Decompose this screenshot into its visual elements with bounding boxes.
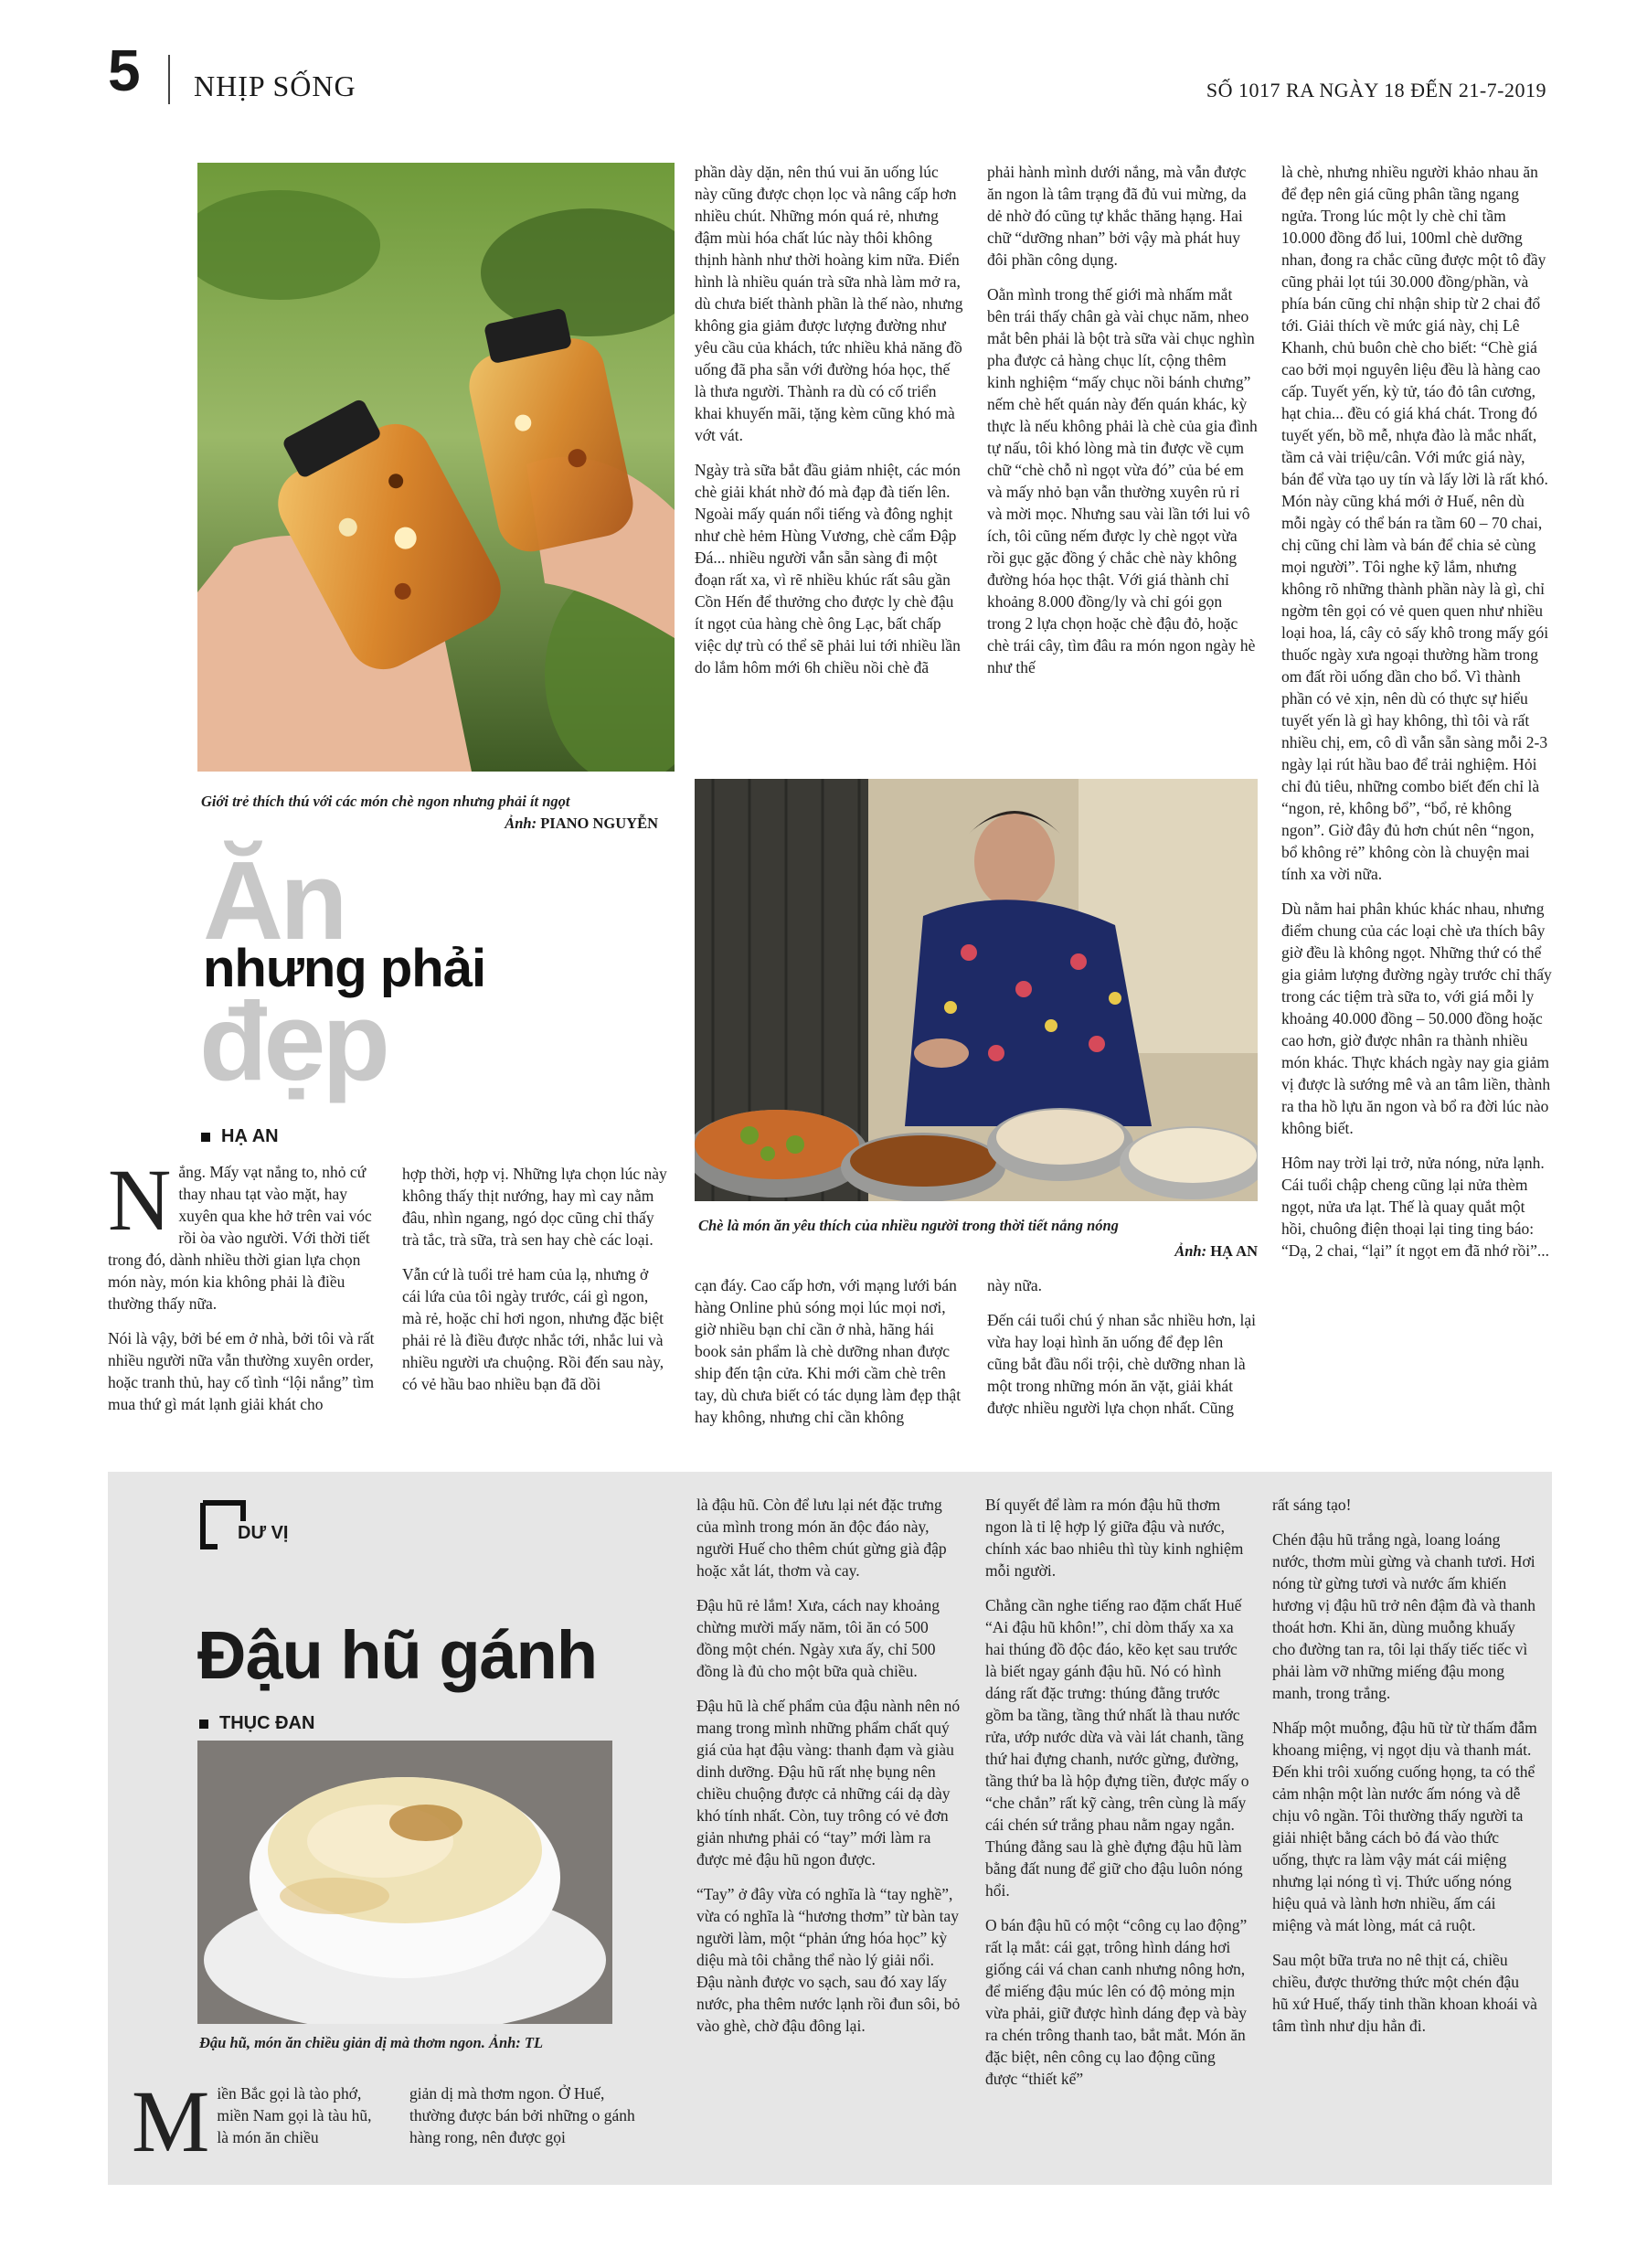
- article2-col4: [985, 1494, 1250, 2103]
- article2-col3-p4: “Tay” ở đây vừa có nghĩa là “tay nghề”, vừa có nghĩa là “hương thơm” từ bàn tay người làm, một “phản ứng hóa học” kỳ diệu mà tôi chẳng thể nào lý giải nổi. Đậu nành được vo sạch, sau đó xay lấy nước, pha thêm nước lạnh rồi đun sôi, bỏ vào ghè, chờ đậu đông lại.: [696, 1885, 961, 2035]
- article2-col3: [696, 1494, 962, 2050]
- article2-col1-lead: iền Bắc gọi là tào phớ, miền Nam gọi là tàu hũ, là món ăn chiều: [217, 2084, 372, 2146]
- article1-dropcap: N: [108, 1151, 172, 1249]
- article2-dropcap: M: [132, 2072, 210, 2170]
- photo-che-jars: [197, 163, 675, 772]
- article2-author-name: THỤC ĐAN: [219, 1713, 315, 1733]
- author-bullet: [201, 1133, 210, 1142]
- photo1-caption: Giới trẻ thích thú với các món chè ngon nhưng phải ít ngọt: [201, 793, 570, 810]
- photo1-credit-label: Ảnh:: [505, 815, 537, 832]
- article1-col3-bottom-p1: cạn đáy. Cao cấp hơn, với mạng lưới bán hàng Online phủ sóng mọi lúc mọi nơi, giờ nhiều bạn chỉ cần ở nhà, hãng hái book sản phẩm là chè dưỡng nhan được ship đến tận cửa. Khi mới cầm chè trên tay, dù chưa biết có tác dụng làm đẹp thật hay không, nhưng chỉ cần không: [695, 1276, 962, 1426]
- article2-col3-p3: Đậu hũ là chế phẩm của đậu nành nên nó mang trong mình những phẩm chất quý giá của hạt đậu vàng: thanh đạm và giàu dinh dưỡng. Đậu hũ rất nhẹ bụng nên chiều chuộng được cả những cái dạ dày khó tính nhất. Còn, tuy trông có vẻ đơn giản nhưng phải có “tay” mới làm ra được mẻ đậu hũ ngon được.: [696, 1697, 961, 1869]
- photo2-caption: Chè là món ăn yêu thích của nhiều người trong thời tiết nắng nóng: [698, 1217, 1119, 1234]
- article1-col5-p1: là chè, nhưng nhiều người khảo nhau ăn để đẹp nên giá cũng phân tầng ngang ngửa. Trong lúc một ly chè chỉ tầm 10.000 đồng đổ lui, 100ml chè dưỡng nhan, đong ra chắc cũng được một tô đầy cũng phải lọt túi 30.000 đồng/phần, và phía bán cũng chỉ nhận ship từ 2 chai đổ tới. Giải thích về mức giá này, chị Lê Khanh, chủ buôn chè cho biết: “Chè giá cao bởi mọi nguyên liệu đều là hàng cao cấp. Tuyết yến, kỳ tử, táo đỏ tân cương, hạt chia... đều có giá khá chát. Trong đó tuyết yến, bồ mễ, nhựa đào là mắc nhất, tầm cả vài triệu/cân. Với mức giá này, bán để vừa tạo uy tín và lấy lời là rất khó. Món này cũng khá mới ở Huế, nên dù mỗi ngày có thể bán ra tầm 60 – 70 chai, chị cũng chỉ làm và bán để chia sẻ cùng mọi người”. Tôi nghe kỹ lắm, nhưng không rõ những thành phần này là gì, chỉ ngờm tên gọi có vẻ quen quen như nhiều loại hoa, lá, cây cỏ sấy khô trong mấy gói thuốc ngày xưa ngoại thường hầm trong om đất rồi uống dần cho bổ. Vì thành phần có vẻ xịn, nên dù có thực sự hiểu tuyết yến là gì hay không, thì tôi và rất nhiều chị, em, cô dì vẫn sẵn sàng mỗi 2-3 ngày lại rút hầu bao để trải nghiệm. Hỏi chỉ đủ tiêu, những combo biết đến chỉ là “ngon, rẻ, không bổ”, “bổ, rẻ không ngon”. Giờ đây đủ hơn chút nên “ngon, bổ không rẻ” không còn là chuyện mai tính xa vời nữa.: [1281, 163, 1549, 883]
- article2-photo-caption: Đậu hũ, món ăn chiều giản dị mà thơm ngon. Ảnh: TL: [199, 2034, 544, 2051]
- header-divider: [168, 55, 170, 104]
- article1-col3-top-p2: Ngày trà sữa bắt đầu giảm nhiệt, các món chè giải khát nhờ đó mà đạp đà tiến lên. Ngoài mấy quán nổi tiếng và đông nghịt như chè hẻm Hùng Vương, chè cẩm Đập Đá... nhiều người vẫn sẵn sàng đi một đoạn rất xa, vì rẽ nhiều khúc rất sâu gần Cồn Hến để thưởng cho được ly chè đậu ít ngọt của hàng chè ông Lạc, bất chấp việc dự trù có thể sẽ phải lui tới nhiều lần do lắm hôm mới 6h chiều nồi chè đã: [695, 461, 961, 676]
- article1-col4-top-p1: phải hành mình dưới nắng, mà vẫn được ăn ngon là tâm trạng đã đủ vui mừng, da dẻ nhờ đó cũng tự khắc thăng hạng. Hai chữ “dưỡng nhan” bởi vậy mà phát huy đôi phần công dụng.: [987, 163, 1247, 269]
- article2-col3-p2: Đậu hũ rẻ lắm! Xưa, cách nay khoảng chừng mười mấy năm, tôi ăn có 500 đồng một chén. Ngày xưa ấy, chỉ 500 đồng là đủ cho một bữa quà chiều.: [696, 1596, 940, 1680]
- article1-col3-top-p1: phần dày dặn, nên thú vui ăn uống lúc này cũng được chọn lọc và nâng cấp hơn nhiều chút. Những món quá rẻ, nhưng đậm mùi hóa chất lúc này thôi không thịnh hành như thời hoàng kim nữa. Điển hình là nhiều quán trà sữa nhà làm mở ra, dù chưa biết thành phần là thế nào, nhưng không gia giảm được lượng đường như yêu cầu của khách, tức nhiều khả năng đồ uống đã pha sẵn với đường hóa học, thế là thưa người. Thành ra dù có cố triển khai khuyến mãi, tặng kèm cũng khó mà vớt vát.: [695, 163, 963, 444]
- article1-title-line1: Ăn: [203, 838, 345, 963]
- article1-col4-bottom-p2: Đến cái tuổi chú ý nhan sắc nhiều hơn, lại vừa hay loại hình ăn uống để đẹp lên cũng bắt đầu nổi trội, chè dưỡng nhan là một trong những món ăn vặt, giải khát được nhiều người lựa chọn nhất. Cũng: [987, 1311, 1257, 1417]
- photo-che-vendor: [695, 779, 1258, 1201]
- article1-col5: [1281, 161, 1552, 1274]
- article1-col2-p1: hợp thời, hợp vị. Những lựa chọn lúc này không thấy thịt nướng, hay mì cay nằm đâu, nhìn ngang, ngó dọc cũng chỉ thấy trà tắc, trà sữa, trà sen hay chè các loại.: [402, 1165, 667, 1249]
- section-title: NHỊP SỐNG: [194, 69, 356, 102]
- article1-col4-top-p2: Oằn mình trong thế giới mà nhấm mắt bên trái thấy chân gà vài chục năm, nheo mắt bên phải là bột trà sữa vài chục nghìn pha được cả hàng chục lít, cộng thêm kinh nghiệm “mấy chục nồi bánh chưng” nếm chè hết quán này đến quán khác, kỳ thực là nếu không phải là chè của gia đình tự nấu, tôi khó lòng mà tin được về cụm chữ “chè chỗ nì ngọt vừa đó” của bé em và mấy nhỏ bạn vẫn thường xuyên rủ rỉ và mời mọc. Nhưng sau vài lần tới lui vô ích, tôi cũng nếm được ly chè ngọt vừa rồi gục gặc đồng ý chắc chè này không đường hóa học thật. Với giá thành chỉ khoảng 8.000 đồng/ly và chỉ gói gọn trong 2 lựa chọn hoặc chè đậu đỏ, hoặc chè trái cây, tìm đâu ra món ngon ngày hè như thế: [987, 285, 1258, 676]
- article1-title-line3: đẹp: [199, 979, 387, 1103]
- issue-date: SỐ 1017 RA NGÀY 18 ĐẾN 21-7-2019: [1206, 79, 1546, 101]
- article2-tag-label: DƯ VỊ: [238, 1523, 289, 1543]
- photo-dau-hu: [197, 1741, 612, 2024]
- article1-author: [201, 1126, 279, 1147]
- article2-col5-p2: Chén đậu hũ trắng ngà, loang loáng nước, thơm mùi gừng và chanh tươi. Hơi nóng từ gừng tươi và nước ấm khiến hương vị đậu hũ trở nên đậm đà và thanh thoát hơn. Khi ăn, dùng muỗng khuấy cho đường tan ra, tôi lại thấy tiếc tiếc vì phải làm vỡ những miếng đậu mong manh, trong trắng.: [1272, 1530, 1535, 1702]
- article1-col1-lead: ắng. Mấy vạt nắng to, nhỏ cứ thay nhau tạt vào mặt, hay xuyên qua khe hở trên vai vóc rồi òa vào người. Với thời tiết trong đó, dành nhiều thời gian lựa chọn món này, món kia không phải là điều thường thấy nữa.: [108, 1163, 372, 1313]
- article2-title: Đậu hũ gánh: [197, 1617, 598, 1693]
- photo2-credit-name: HẠ AN: [1210, 1242, 1258, 1260]
- article1-col2: [402, 1163, 667, 1408]
- article2-col2: [409, 2082, 651, 2161]
- article2-col5-p4: Sau một bữa trưa no nê thịt cá, chiều chiều, được thưởng thức một chén đậu hũ xứ Huế, thấy tinh thần khoan khoái và tâm tình như dịu hẳn đi.: [1272, 1951, 1537, 2035]
- article2-col1: [132, 2072, 380, 2170]
- article2-col3-p1: là đậu hũ. Còn để lưu lại nét đặc trưng của mình trong món ăn độc đáo này, người Huế cho thêm chút gừng già đập hoặc xắt lát, thơm và cay.: [696, 1496, 947, 1580]
- article1-col3-bottom: [695, 1274, 965, 1441]
- article1-col4-bottom-p1: này nữa.: [987, 1276, 1043, 1294]
- article1-col1-p2: Nói là vậy, bởi bé em ở nhà, bởi tôi và rất nhiều người nữa vẫn thường xuyên order, hoặc tranh thủ, hay cố tình “lội nắng” tìm mua thứ gì mát lạnh giải khát cho: [108, 1329, 375, 1413]
- article1-col3-top: [695, 161, 965, 691]
- article2-col5-p1: rất sáng tạo!: [1272, 1496, 1352, 1514]
- article1-col5-p3: Hôm nay trời lại trở, nửa nóng, nửa lạnh. Cái tuổi chập cheng cũng lại nửa thèm ngọt, nửa ưa lạt. Thế là quay quắt một hồi, chuông điện thoại lại ting ting báo: “Dạ, 2 chai, “lại” ít ngọt em đã nhớ rồi”...: [1281, 1154, 1550, 1260]
- photo2-credit-label: Ảnh:: [1174, 1242, 1207, 1260]
- article1-col4-bottom: [987, 1274, 1258, 1432]
- photo1-credit-name: PIANO NGUYỄN: [540, 815, 658, 832]
- photo1-credit: [347, 814, 658, 834]
- article2-col4-p3: O bán đậu hũ có một “công cụ lao động” rất lạ mắt: cái gạt, trông hình dáng hơi giống cái vá chan canh nhưng nông hơn, để miếng đậu múc lên có độ mỏng mịn vừa phải, giữ được hình dáng đẹp và bày ra chén trông thanh tao, bắt mắt. Món ăn đặc biệt, nên công cụ lao động cũng được “thiết kế”: [985, 1916, 1248, 2088]
- article1-col2-p2: Vẫn cứ là tuổi trẻ ham của lạ, nhưng ở cái lứa của tôi ngày trước, cái gì ngon, mà rẻ, hoặc chỉ hơi ngon, nhưng đặc biệt phải rẻ là điều được nhắc tới, nhắc lui và nhiều người ưa chuộng. Rồi đến sau này, có vẻ hầu bao nhiều bạn đã dồi: [402, 1265, 664, 1393]
- article2-col4-p1: Bí quyết để làm ra món đậu hũ thơm ngon là tỉ lệ hợp lý giữa đậu và nước, chính xác bao nhiêu thì tùy kinh nghiệm mỗi người.: [985, 1496, 1244, 1580]
- article2-col2-p1: giản dị mà thơm ngon. Ở Huế, thường được bán bởi những o gánh hàng rong, nên được gọi: [409, 2084, 635, 2146]
- article1-col4-top: [987, 161, 1258, 691]
- article2-col4-p2: Chẳng cần nghe tiếng rao đặm chất Huế “Ai đậu hũ khôn!”, chỉ dòm thấy xa xa hai thúng đồ độc đáo, kẽo kẹt sau trước là biết ngay gánh đậu hũ. Nó có hình dáng rất đặc trưng: thúng đằng trước gồm ba tầng, tầng thứ nhất là thau nước rửa, ướp nước dừa và vài lát chanh, tầng thứ hai đựng chanh, nước gừng, đường, tầng thứ ba là hộp đựng tiền, được mấy o “che chắn” rất kỹ càng, trên cùng là mấy cái chén sứ trắng phau nằm ngay ngắn. Thúng đằng sau là ghè đựng đậu hũ làm bằng đất nung để giữ cho đậu luôn nóng hổi.: [985, 1596, 1249, 1900]
- article1-title-line2: nhưng phải: [203, 939, 486, 998]
- photo2-credit: [1005, 1241, 1258, 1262]
- author-bullet: [199, 1720, 208, 1729]
- article2-col5-p3: Nhấp một muỗng, đậu hũ từ từ thấm đẫm khoang miệng, vị ngọt dịu và thanh mát. Đến khi trôi xuống cuống họng, ta có thể cảm nhận một làn nước ấm nóng và dễ chịu vô ngần. Tôi thường thấy người ta giải nhiệt bằng cách bỏ đá vào thức uống, thực ra làm vậy mát cái miệng nhưng lại nóng tì vị. Thức uống nóng hiệu quả và lành hơn nhiều, ấm cái miệng và mát lòng, mát cả ruột.: [1272, 1719, 1537, 1934]
- article1-author-name: HẠ AN: [221, 1126, 279, 1146]
- article1-col1: [108, 1151, 378, 1428]
- article2-author: [199, 1713, 314, 1734]
- article2-col5: [1272, 1494, 1537, 2050]
- article1-col5-p2: Dù nằm hai phân khúc khác nhau, nhưng điểm chung của các loại chè ưa thích bây giờ đều là không ngọt. Những thứ có thể gia giảm lượng đường ngày trước chỉ thấy trong các tiệm trà sữa to, với giá mỗi ly khoảng 40.000 đồng – 50.000 đồng hoặc cao hơn, giờ được nhân ra thành nhiều món khác. Thực khách ngày nay gia giảm vị được là sướng mê và an tâm liền, thành ra tha hồ lựu ăn ngon và bổ ra đời lúc nào không biết.: [1281, 900, 1552, 1137]
- page-number: 5: [108, 37, 141, 103]
